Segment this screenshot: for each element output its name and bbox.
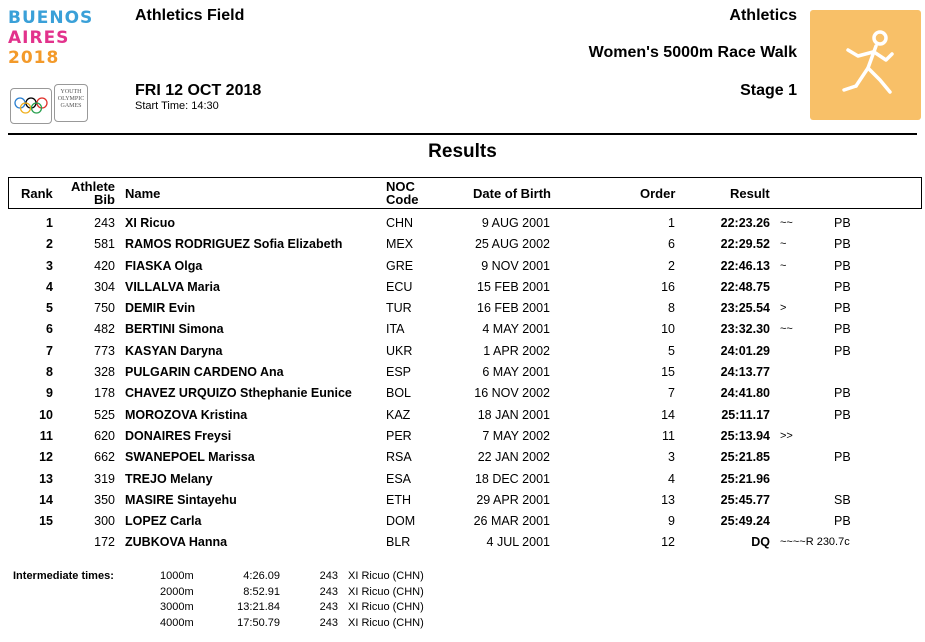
split-distance: 4000m — [160, 616, 194, 629]
result-cell: 25:11.17 — [721, 407, 770, 422]
table-row — [8, 258, 922, 279]
start-time: Start Time: 14:30 — [135, 100, 219, 112]
athlete-name-cell: VILLALVA Maria — [125, 279, 220, 294]
order-cell: 1 — [668, 216, 675, 230]
dob-cell: 25 AUG 2002 — [474, 237, 550, 252]
result-cell: 23:25.54 — [720, 301, 770, 316]
noc-cell: DOM — [386, 514, 416, 529]
dob-cell: 16 NOV 2002 — [474, 386, 550, 401]
warnings-cell: ~~ — [780, 323, 793, 336]
bib-cell: 172 — [94, 535, 115, 550]
rank-cell: 15 — [39, 514, 53, 529]
result-cell: 25:21.96 — [720, 471, 770, 486]
noc-cell: CHN — [386, 216, 414, 230]
bib-cell: 328 — [94, 365, 115, 380]
athlete-name-cell: LOPEZ Carla — [125, 514, 202, 529]
record-cell: SB — [834, 492, 851, 507]
split-bib: 243 — [319, 570, 338, 582]
table-row — [8, 364, 922, 385]
bib-cell: 750 — [94, 301, 115, 316]
dob-cell: 18 JAN 2001 — [477, 407, 550, 422]
order-cell: 14 — [661, 407, 675, 422]
record-cell: PB — [834, 514, 851, 529]
header-divider — [8, 133, 917, 135]
table-row — [8, 471, 922, 492]
intermediate-row — [150, 601, 470, 617]
rank-cell: 13 — [39, 471, 53, 486]
col-name: Name — [125, 186, 161, 201]
col-noc — [386, 180, 419, 206]
record-cell: PB — [834, 216, 851, 230]
table-row — [8, 492, 922, 513]
athlete-name-cell: CHAVEZ URQUIZO Sthephanie Eunice — [125, 386, 352, 401]
noc-cell: BOL — [386, 386, 412, 401]
youth-olympic-games-badge: YOUTH OLYMPIC GAMES — [54, 84, 88, 122]
warnings-cell: ~ — [780, 259, 787, 272]
athlete-name-cell: SWANEPOEL Marissa — [125, 450, 255, 465]
rank-cell: 11 — [39, 428, 53, 443]
record-cell: PB — [834, 450, 851, 465]
record-cell: PB — [834, 407, 851, 422]
athlete-name-cell: MOROZOVA Kristina — [125, 407, 248, 422]
order-cell: 5 — [668, 343, 675, 358]
athlete-name-cell: RAMOS RODRIGUEZ Sofia Elizabeth — [125, 237, 343, 252]
dob-cell: 29 APR 2001 — [476, 492, 550, 507]
dob-cell: 4 JUL 2001 — [486, 535, 550, 550]
event-title: Women's 5000m Race Walk — [588, 44, 797, 61]
split-athlete: XI Ricuo (CHN) — [348, 585, 424, 598]
bib-cell: 178 — [94, 386, 115, 401]
dob-cell: 4 MAY 2001 — [482, 322, 550, 337]
noc-cell: GRE — [386, 258, 414, 273]
record-cell: PB — [834, 237, 851, 252]
table-row — [8, 236, 922, 257]
dob-cell: 16 FEB 2001 — [477, 301, 550, 316]
warnings-cell: ~~ — [780, 217, 793, 229]
split-time: 13:21.84 — [237, 601, 280, 613]
result-cell: 24:13.77 — [720, 365, 770, 380]
noc-cell: KAZ — [386, 407, 411, 422]
rank-cell: 14 — [39, 492, 53, 507]
col-noc-line2: Code — [386, 192, 419, 207]
athlete-name-cell: DONAIRES Freysi — [125, 428, 232, 443]
warnings-cell: > — [780, 302, 787, 315]
split-time: 17:50.79 — [237, 616, 280, 629]
noc-cell: MEX — [386, 237, 414, 252]
split-bib: 243 — [319, 616, 338, 629]
result-cell: 24:01.29 — [720, 343, 770, 358]
col-dob: Date of Birth — [473, 186, 551, 201]
race-walker-icon — [810, 10, 921, 120]
order-cell: 3 — [668, 450, 675, 465]
table-row — [8, 449, 922, 470]
record-cell: PB — [834, 322, 851, 337]
table-row — [8, 215, 922, 236]
record-cell: PB — [834, 258, 851, 273]
stage-title: Stage 1 — [740, 82, 797, 99]
rank-cell: 3 — [46, 258, 53, 273]
split-bib: 243 — [319, 601, 338, 613]
bib-cell: 319 — [94, 471, 115, 486]
logo-line-3: 2018 — [8, 48, 60, 68]
dob-cell: 7 MAY 2002 — [482, 428, 550, 443]
col-rank: Rank — [21, 186, 53, 201]
col-result: Result — [730, 186, 770, 201]
dob-cell: 22 JAN 2002 — [477, 450, 550, 465]
split-athlete: XI Ricuo (CHN) — [348, 601, 424, 613]
warnings-cell: ~~~~R 230.7c — [780, 536, 850, 549]
dob-cell: 15 FEB 2001 — [477, 279, 550, 294]
bib-cell: 773 — [94, 343, 115, 358]
noc-cell: PER — [386, 428, 412, 443]
noc-cell: ITA — [386, 322, 405, 337]
record-cell: PB — [834, 279, 851, 294]
split-distance: 2000m — [160, 585, 194, 598]
result-cell: DQ — [751, 535, 770, 550]
rank-cell: 12 — [39, 450, 53, 465]
intermediate-row — [150, 570, 470, 586]
table-row — [8, 385, 922, 406]
bib-cell: 350 — [94, 492, 115, 507]
dob-cell: 6 MAY 2001 — [482, 365, 550, 380]
bib-cell: 304 — [94, 279, 115, 294]
athlete-name-cell: PULGARIN CARDENO Ana — [125, 365, 284, 380]
result-cell: 22:46.13 — [720, 258, 770, 273]
bib-cell: 662 — [94, 450, 115, 465]
bib-cell: 243 — [94, 216, 115, 230]
rank-cell: 4 — [46, 279, 53, 294]
split-distance: 1000m — [160, 570, 194, 582]
intermediate-row — [150, 586, 470, 602]
result-cell: 22:23.26 — [720, 216, 770, 230]
rank-cell: 6 — [46, 322, 53, 337]
warnings-cell: ~ — [780, 238, 787, 251]
results-table-body — [8, 215, 922, 556]
col-bib-line2: Bib — [94, 192, 115, 207]
order-cell: 6 — [668, 237, 675, 252]
bib-cell: 581 — [94, 237, 115, 252]
order-cell: 7 — [668, 386, 675, 401]
noc-cell: TUR — [386, 301, 412, 316]
split-time: 4:26.09 — [243, 570, 280, 582]
record-cell: PB — [834, 386, 851, 401]
athlete-name-cell: TREJO Melany — [125, 471, 213, 486]
col-bib-line1: Athlete — [70, 179, 115, 194]
dob-cell: 9 NOV 2001 — [481, 258, 550, 273]
result-cell: 24:41.80 — [720, 386, 770, 401]
athlete-name-cell: DEMIR Evin — [125, 301, 196, 316]
noc-cell: ETH — [386, 492, 411, 507]
noc-cell: ECU — [386, 279, 413, 294]
noc-cell: UKR — [386, 343, 413, 358]
sport-title: Athletics — [729, 7, 797, 24]
event-date: FRI 12 OCT 2018 — [135, 82, 262, 99]
athlete-name-cell: KASYAN Daryna — [125, 343, 223, 358]
order-cell: 8 — [668, 301, 675, 316]
result-cell: 22:48.75 — [720, 279, 770, 294]
rank-cell: 10 — [39, 407, 53, 422]
rank-cell: 8 — [46, 365, 53, 380]
result-cell: 23:32.30 — [720, 322, 770, 337]
order-cell: 10 — [661, 322, 675, 337]
buenos-aires-2018-logo — [8, 8, 92, 124]
logo-line-1: BUENOS — [8, 8, 94, 28]
rank-cell: 9 — [46, 386, 53, 401]
warnings-cell: >> — [780, 429, 793, 442]
venue-title: Athletics Field — [135, 7, 245, 24]
col-bib — [65, 180, 115, 206]
rank-cell: 1 — [46, 216, 53, 230]
logo-line-2: AIRES — [8, 28, 70, 48]
logo-wordmark — [8, 8, 92, 68]
noc-cell: ESA — [386, 471, 412, 486]
bib-cell: 620 — [94, 428, 115, 443]
bib-cell: 525 — [94, 407, 115, 422]
rank-cell: 2 — [46, 237, 53, 252]
intermediate-times-list — [150, 570, 470, 632]
col-noc-line1: NOC — [386, 179, 415, 194]
order-cell: 12 — [661, 535, 675, 550]
bib-cell: 300 — [94, 514, 115, 529]
athlete-name-cell: MASIRE Sintayehu — [125, 492, 237, 507]
order-cell: 4 — [668, 471, 675, 486]
table-row — [8, 513, 922, 534]
record-cell: PB — [834, 343, 851, 358]
olympic-rings-icon — [10, 88, 52, 124]
table-row — [8, 300, 922, 321]
intermediate-row — [150, 617, 470, 633]
split-athlete: XI Ricuo (CHN) — [348, 616, 424, 629]
table-row — [8, 534, 922, 555]
result-cell: 22:29.52 — [720, 237, 770, 252]
order-cell: 11 — [662, 428, 675, 443]
athlete-name-cell: XI Ricuo — [125, 216, 176, 230]
rank-cell: 5 — [46, 301, 53, 316]
athlete-name-cell: BERTINI Simona — [125, 322, 224, 337]
order-cell: 2 — [668, 258, 675, 273]
dob-cell: 26 MAR 2001 — [473, 514, 550, 529]
split-bib: 243 — [319, 585, 338, 598]
result-cell: 25:21.85 — [720, 450, 770, 465]
noc-cell: BLR — [386, 535, 411, 550]
split-athlete: XI Ricuo (CHN) — [348, 570, 424, 582]
split-time: 8:52.91 — [243, 585, 280, 598]
intermediate-times-label: Intermediate times: — [13, 570, 114, 582]
noc-cell: RSA — [386, 450, 412, 465]
order-cell: 16 — [661, 279, 675, 294]
page-title: Results — [428, 141, 497, 162]
dob-cell: 18 DEC 2001 — [474, 471, 550, 486]
athlete-name-cell: ZUBKOVA Hanna — [125, 535, 228, 550]
record-cell: PB — [834, 301, 851, 316]
table-row — [8, 343, 922, 364]
result-cell: 25:45.77 — [720, 492, 770, 507]
table-row — [8, 428, 922, 449]
dob-cell: 1 APR 2002 — [483, 343, 550, 358]
table-row — [8, 279, 922, 300]
noc-cell: ESP — [386, 365, 412, 380]
order-cell: 15 — [661, 365, 675, 380]
order-cell: 9 — [668, 514, 675, 529]
athlete-name-cell: FIASKA Olga — [125, 258, 203, 273]
order-cell: 13 — [661, 492, 675, 507]
results-table-header — [8, 177, 922, 209]
bib-cell: 482 — [94, 322, 115, 337]
dob-cell: 9 AUG 2001 — [481, 216, 550, 230]
result-cell: 25:13.94 — [720, 428, 770, 443]
result-cell: 25:49.24 — [720, 514, 770, 529]
split-distance: 3000m — [160, 601, 194, 613]
bib-cell: 420 — [94, 258, 115, 273]
col-order: Order — [640, 186, 676, 201]
table-row — [8, 407, 922, 428]
rank-cell: 7 — [46, 343, 53, 358]
table-row — [8, 321, 922, 342]
